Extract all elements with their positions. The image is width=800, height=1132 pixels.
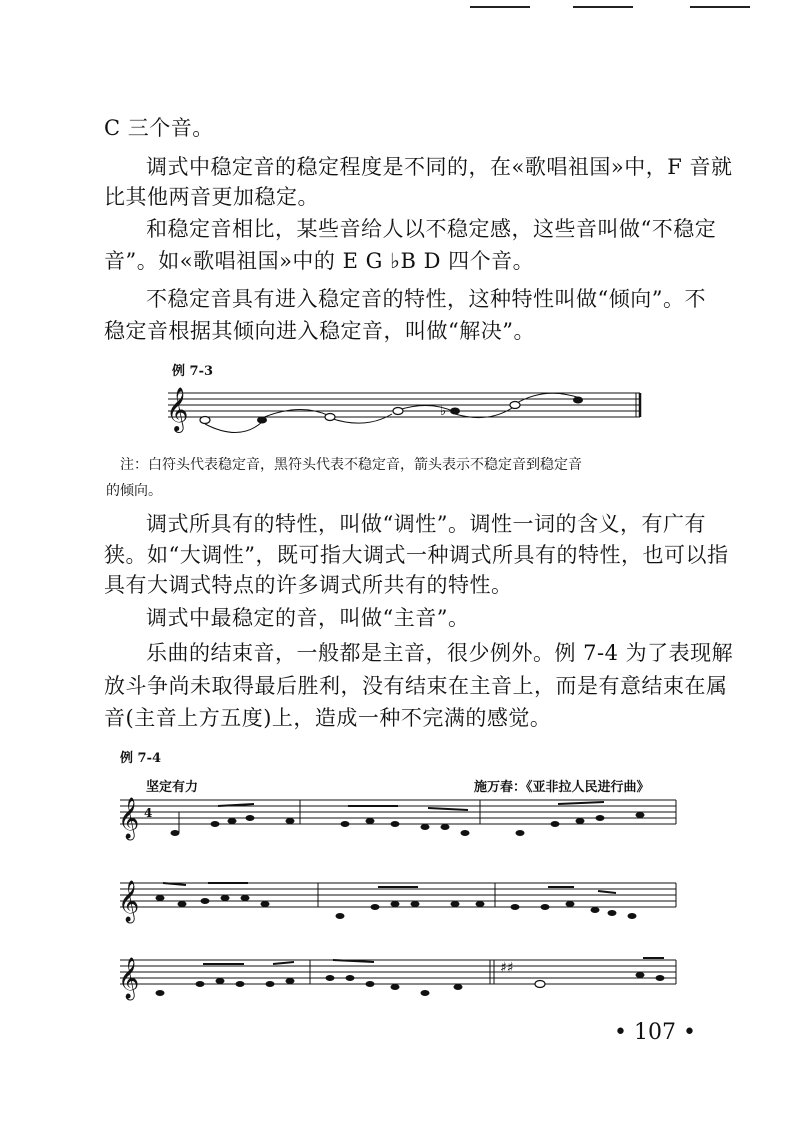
treble-clef-icon: 𝄞 bbox=[118, 958, 140, 999]
music-staff-example-7-3 bbox=[0, 380, 800, 450]
treble-clef-icon: 𝄞 bbox=[118, 881, 140, 922]
page-number: • 107 • bbox=[614, 1020, 696, 1045]
text-line: 调式中稳定音的稳定程度是不同的，在«歌唱祖国»中，F 音就 bbox=[146, 155, 733, 179]
header-rule-3 bbox=[690, 6, 750, 8]
text-line: 和稳定音相比，某些音给人以不稳定感，这些音叫做“不稳定 bbox=[146, 217, 717, 241]
text-line: 乐曲的结束音，一般都是主音，很少例外。例 7-4 为了表现解 bbox=[146, 641, 734, 665]
text-line: 狭。如“大调性”，既可指大调式一种调式所具有的特性，也可以指 bbox=[104, 543, 729, 567]
text-line: 放斗争尚未取得最后胜利，没有结束在主音上，而是有意结束在属 bbox=[104, 674, 728, 698]
tempo-marking: 坚定有力 bbox=[146, 780, 199, 795]
text-line: 比其他两音更加稳定。 bbox=[104, 185, 319, 209]
text-line: 不稳定音具有进入稳定音的特性，这种特性叫做“倾向”。不 bbox=[146, 287, 706, 311]
text-line: 调式中最稳定的音，叫做“主音”。 bbox=[146, 606, 470, 630]
text-line: 稳定音根据其倾向进入稳定音，叫做“解决”。 bbox=[104, 319, 535, 343]
text-line: 音”。如«歌唱祖国»中的 E G ♭B D 四个音。 bbox=[104, 249, 535, 273]
header-rule-2 bbox=[573, 6, 633, 8]
treble-clef-icon: 𝄞 bbox=[118, 798, 140, 839]
source-attribution: 施万春：《亚非拉人民进行曲》 bbox=[474, 780, 650, 795]
flat-icon: ♭ bbox=[440, 404, 447, 419]
time-signature: 4 bbox=[144, 806, 153, 820]
music-staff-example-7-4-line-2 bbox=[0, 873, 800, 933]
example-note: 的倾向。 bbox=[106, 483, 162, 499]
sharp-icon: ♯♯ bbox=[500, 960, 514, 976]
text-line: 具有大调式特点的许多调式所共有的特性。 bbox=[104, 573, 513, 597]
text-line: C 三个音。 bbox=[104, 116, 214, 140]
example-note: 注：白符头代表稳定音，黑符头代表不稳定音，箭头表示不稳定音到稳定音 bbox=[120, 457, 582, 473]
music-staff-example-7-4-line-3 bbox=[0, 950, 800, 1010]
music-staff-example-7-4-line-1 bbox=[0, 790, 800, 850]
header-rule-1 bbox=[470, 6, 530, 8]
treble-clef-icon: 𝄞 bbox=[166, 387, 189, 431]
example-caption: 例 7-3 bbox=[172, 364, 214, 379]
text-line: 调式所具有的特性，叫做“调性”。调性一词的含义，有广有 bbox=[146, 512, 706, 536]
example-caption: 例 7-4 bbox=[120, 751, 162, 766]
text-line: 音(主音上方五度)上，造成一种不完满的感觉。 bbox=[104, 706, 552, 730]
